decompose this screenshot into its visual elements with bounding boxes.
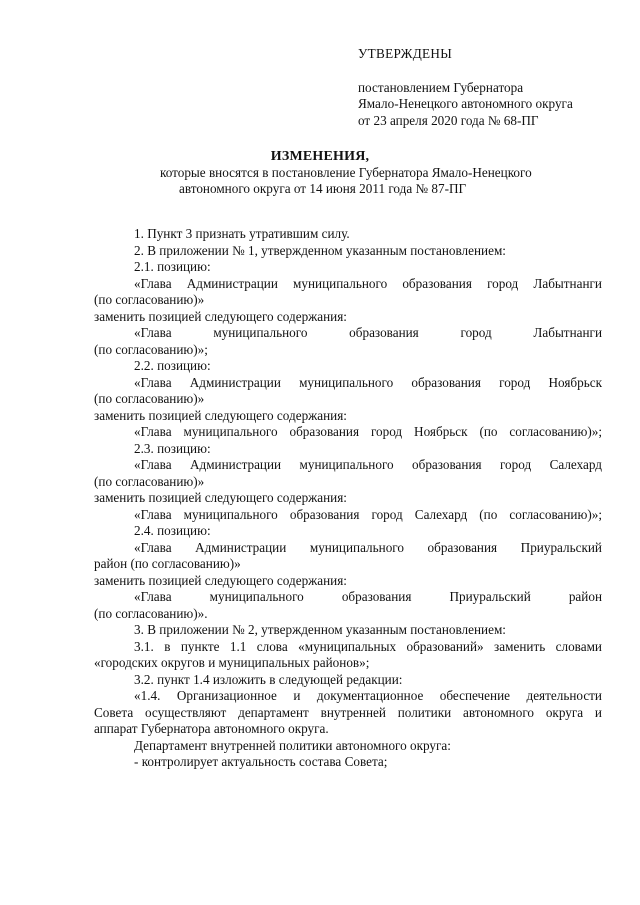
approval-line: Ямало-Ненецкого автономного округа: [358, 96, 573, 111]
paragraph-line: «Глава муниципального образования город Ноябрьск (по согласованию)»;: [134, 424, 602, 439]
document-subtitle-line: автономного округа от 14 июня 2011 года № 87-ПГ: [179, 181, 467, 196]
paragraph-line: (по согласованию)»;: [94, 341, 208, 357]
document-subtitle-line: которые вносятся в постановление Губернатора Ямало-Ненецкого: [160, 165, 532, 180]
paragraph-line: Совета осуществляют департамент внутренней политики автономного округа и: [94, 704, 602, 720]
paragraph-line: заменить позицией следующего содержания:: [94, 490, 347, 505]
paragraph-line: аппарат Губернатора автономного округа.: [94, 721, 329, 736]
paragraph-line: «Глава Администрации муниципального образования город Ноябрьск: [134, 374, 602, 390]
paragraph-line: 3. В приложении № 2, утвержденном указанным постановлением:: [134, 622, 506, 637]
approval-block: [358, 46, 573, 129]
document-title: ИЗМЕНЕНИЯ,: [270, 149, 370, 164]
approval-line: постановлением Губернатора: [358, 79, 524, 95]
paragraph-line: «Глава муниципального образования город Салехард (по согласованию)»;: [134, 506, 602, 522]
paragraph-line: (по согласованию)»: [94, 292, 205, 307]
paragraph-line: 3.2. пункт 1.4 изложить в следующей редакции:: [134, 671, 403, 687]
paragraph-line: 1. Пункт 3 признать утратившим силу.: [134, 226, 350, 241]
paragraph-line: - контролирует актуальность состава Совета;: [134, 754, 388, 769]
approval-line: от 23 апреля 2020 года № 68-ПГ: [358, 112, 539, 128]
paragraph-line: (по согласованию)»: [94, 391, 205, 406]
paragraph-line: 2.2. позицию:: [134, 358, 211, 373]
paragraph-line: (по согласованию)»: [94, 473, 205, 489]
paragraph-line: «городских округов и муниципальных районов»;: [94, 655, 370, 670]
paragraph-line: Департамент внутренней политики автономного округа:: [134, 737, 451, 753]
paragraph-line: «Глава муниципального образования город Лабытнанги: [134, 325, 602, 340]
approval-heading: УТВЕРЖДЕНЫ: [358, 46, 453, 61]
paragraph-line: «Глава Администрации муниципального образования город Салехард: [134, 457, 602, 472]
paragraph-line: 2.4. позицию:: [134, 523, 211, 538]
paragraph-line: заменить позицией следующего содержания:: [94, 308, 347, 324]
paragraph-line: заменить позицией следующего содержания:: [94, 572, 347, 588]
paragraph-line: «1.4. Организационное и документационное обеспечение деятельности: [134, 688, 602, 703]
paragraph-line: «Глава Администрации муниципального образования Приуральский: [134, 539, 602, 555]
paragraph-line: 2. В приложении № 1, утвержденном указанным постановлением:: [134, 242, 506, 258]
paragraph-line: (по согласованию)».: [94, 605, 208, 621]
paragraph-line: заменить позицией следующего содержания:: [94, 407, 347, 423]
paragraph-line: «Глава Администрации муниципального образования город Лабытнанги: [134, 275, 602, 291]
document-body: [94, 226, 602, 771]
paragraph-line: «Глава муниципального образования Приуральский район: [134, 589, 602, 604]
paragraph-line: 2.1. позицию:: [134, 259, 211, 274]
paragraph-line: 3.1. в пункте 1.1 слова «муниципальных образований» заменить словами: [134, 638, 602, 654]
paragraph-line: 2.3. позицию:: [134, 440, 211, 456]
paragraph-line: район (по согласованию)»: [94, 556, 241, 571]
